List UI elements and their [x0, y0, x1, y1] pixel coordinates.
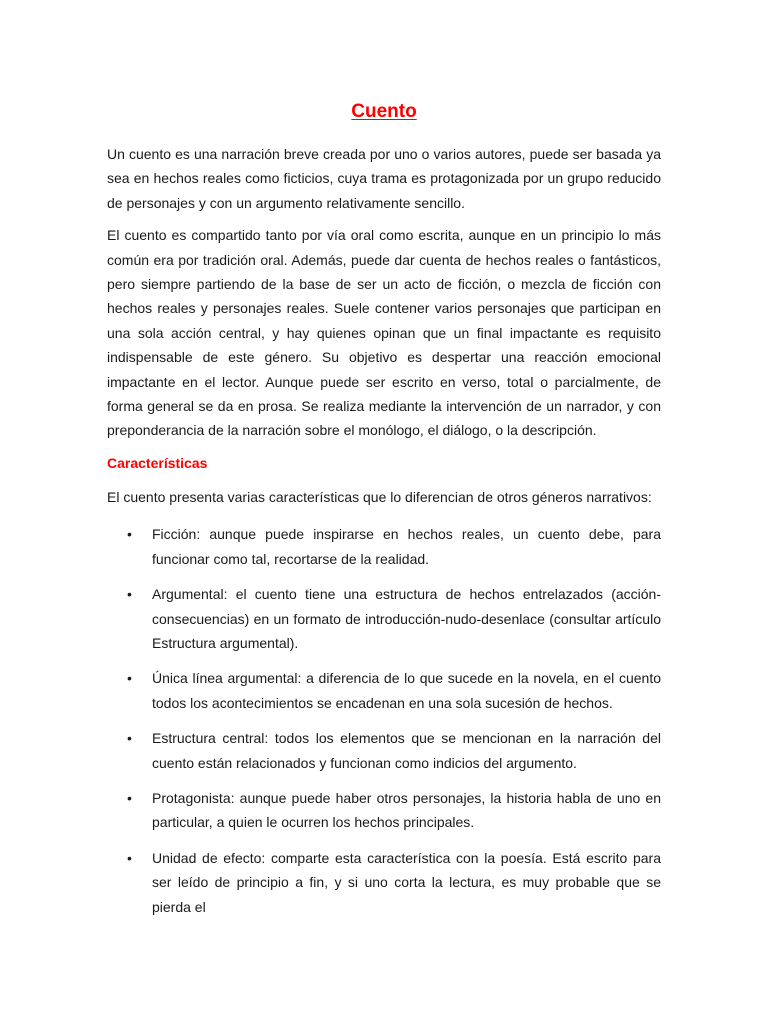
list-item-text: Ficción: aunque puede inspirarse en hechos reales, un cuento debe, para funcionar como tal, recortarse de la realidad. — [152, 526, 661, 567]
section-intro-paragraph: El cuento presenta varias características que lo diferencian de otros géneros narrativos: — [107, 488, 652, 505]
bullet-icon: • — [127, 849, 132, 866]
list-item — [107, 582, 661, 655]
list-item-text: Protagonista: aunque puede haber otros personajes, la historia habla de uno en particular, a quien le ocurren los hechos principales. — [152, 789, 661, 831]
list-item-text: Estructura central: todos los elementos que se mencionan en la narración del cuento están relacionados y funcionan como indicios del argumento. — [152, 730, 661, 771]
bullet-icon: • — [127, 670, 132, 687]
bullet-icon: • — [127, 586, 132, 603]
document-body — [107, 142, 661, 930]
list-item-text: Unidad de efecto: comparte esta característica con la poesía. Está escrito para ser leído de principio a fin, y si uno corta la lectura, es muy probable que se pierda el — [152, 849, 661, 915]
list-item — [107, 666, 661, 715]
bullet-icon: • — [127, 730, 132, 747]
list-item — [107, 726, 661, 775]
bullet-icon: • — [127, 526, 132, 543]
list-item-text: Argumental: el cuento tiene una estructura de hechos entrelazados (acción-consecuencias) en un formato de introducción-nudo-desenlace (consultar artículo Estructura argumental). — [152, 586, 661, 651]
document-page — [107, 0, 661, 1024]
list-item-text: Única línea argumental: a diferencia de lo que sucede en la novela, en el cuento todos los acontecimientos se encadenan en una sola sucesión de hechos. — [152, 670, 661, 711]
intro-paragraph: Un cuento es una narración breve creada por uno o varios autores, puede ser basada ya sea en hechos reales como ficticios, cuya trama es protagonizada por un grupo reducido de personajes y con un argumento relativamente sencillo. — [107, 146, 661, 211]
document-title: Cuento — [351, 101, 417, 122]
body-paragraph: El cuento es compartido tanto por vía oral como escrita, aunque en un principio lo más común era por tradición oral. Además, puede dar cuenta de hechos reales o fantásticos, pero siempre partiendo de la base de ser un acto de ficción, o mezcla de ficción con hechos reales y personajes reales. Suele contener varios personajes que participan en una sola acción central, y hay quienes opinan que un final impactante es requisito indispensable de este género. Su objetivo es despertar una reacción emocional impactante en el lector. Aunque puede ser escrito en verso, total o parcialmente, de forma general se da en prosa. Se realiza mediante la intervención de un narrador, y con preponderancia de la narración sobre el monólogo, el diálogo, o la descripción. — [107, 227, 661, 439]
list-item — [107, 846, 661, 919]
list-item — [107, 786, 661, 835]
list-item — [107, 522, 661, 571]
bullet-icon: • — [127, 789, 132, 806]
section-heading-caracteristicas: Características — [107, 454, 208, 471]
characteristics-list — [107, 522, 661, 919]
